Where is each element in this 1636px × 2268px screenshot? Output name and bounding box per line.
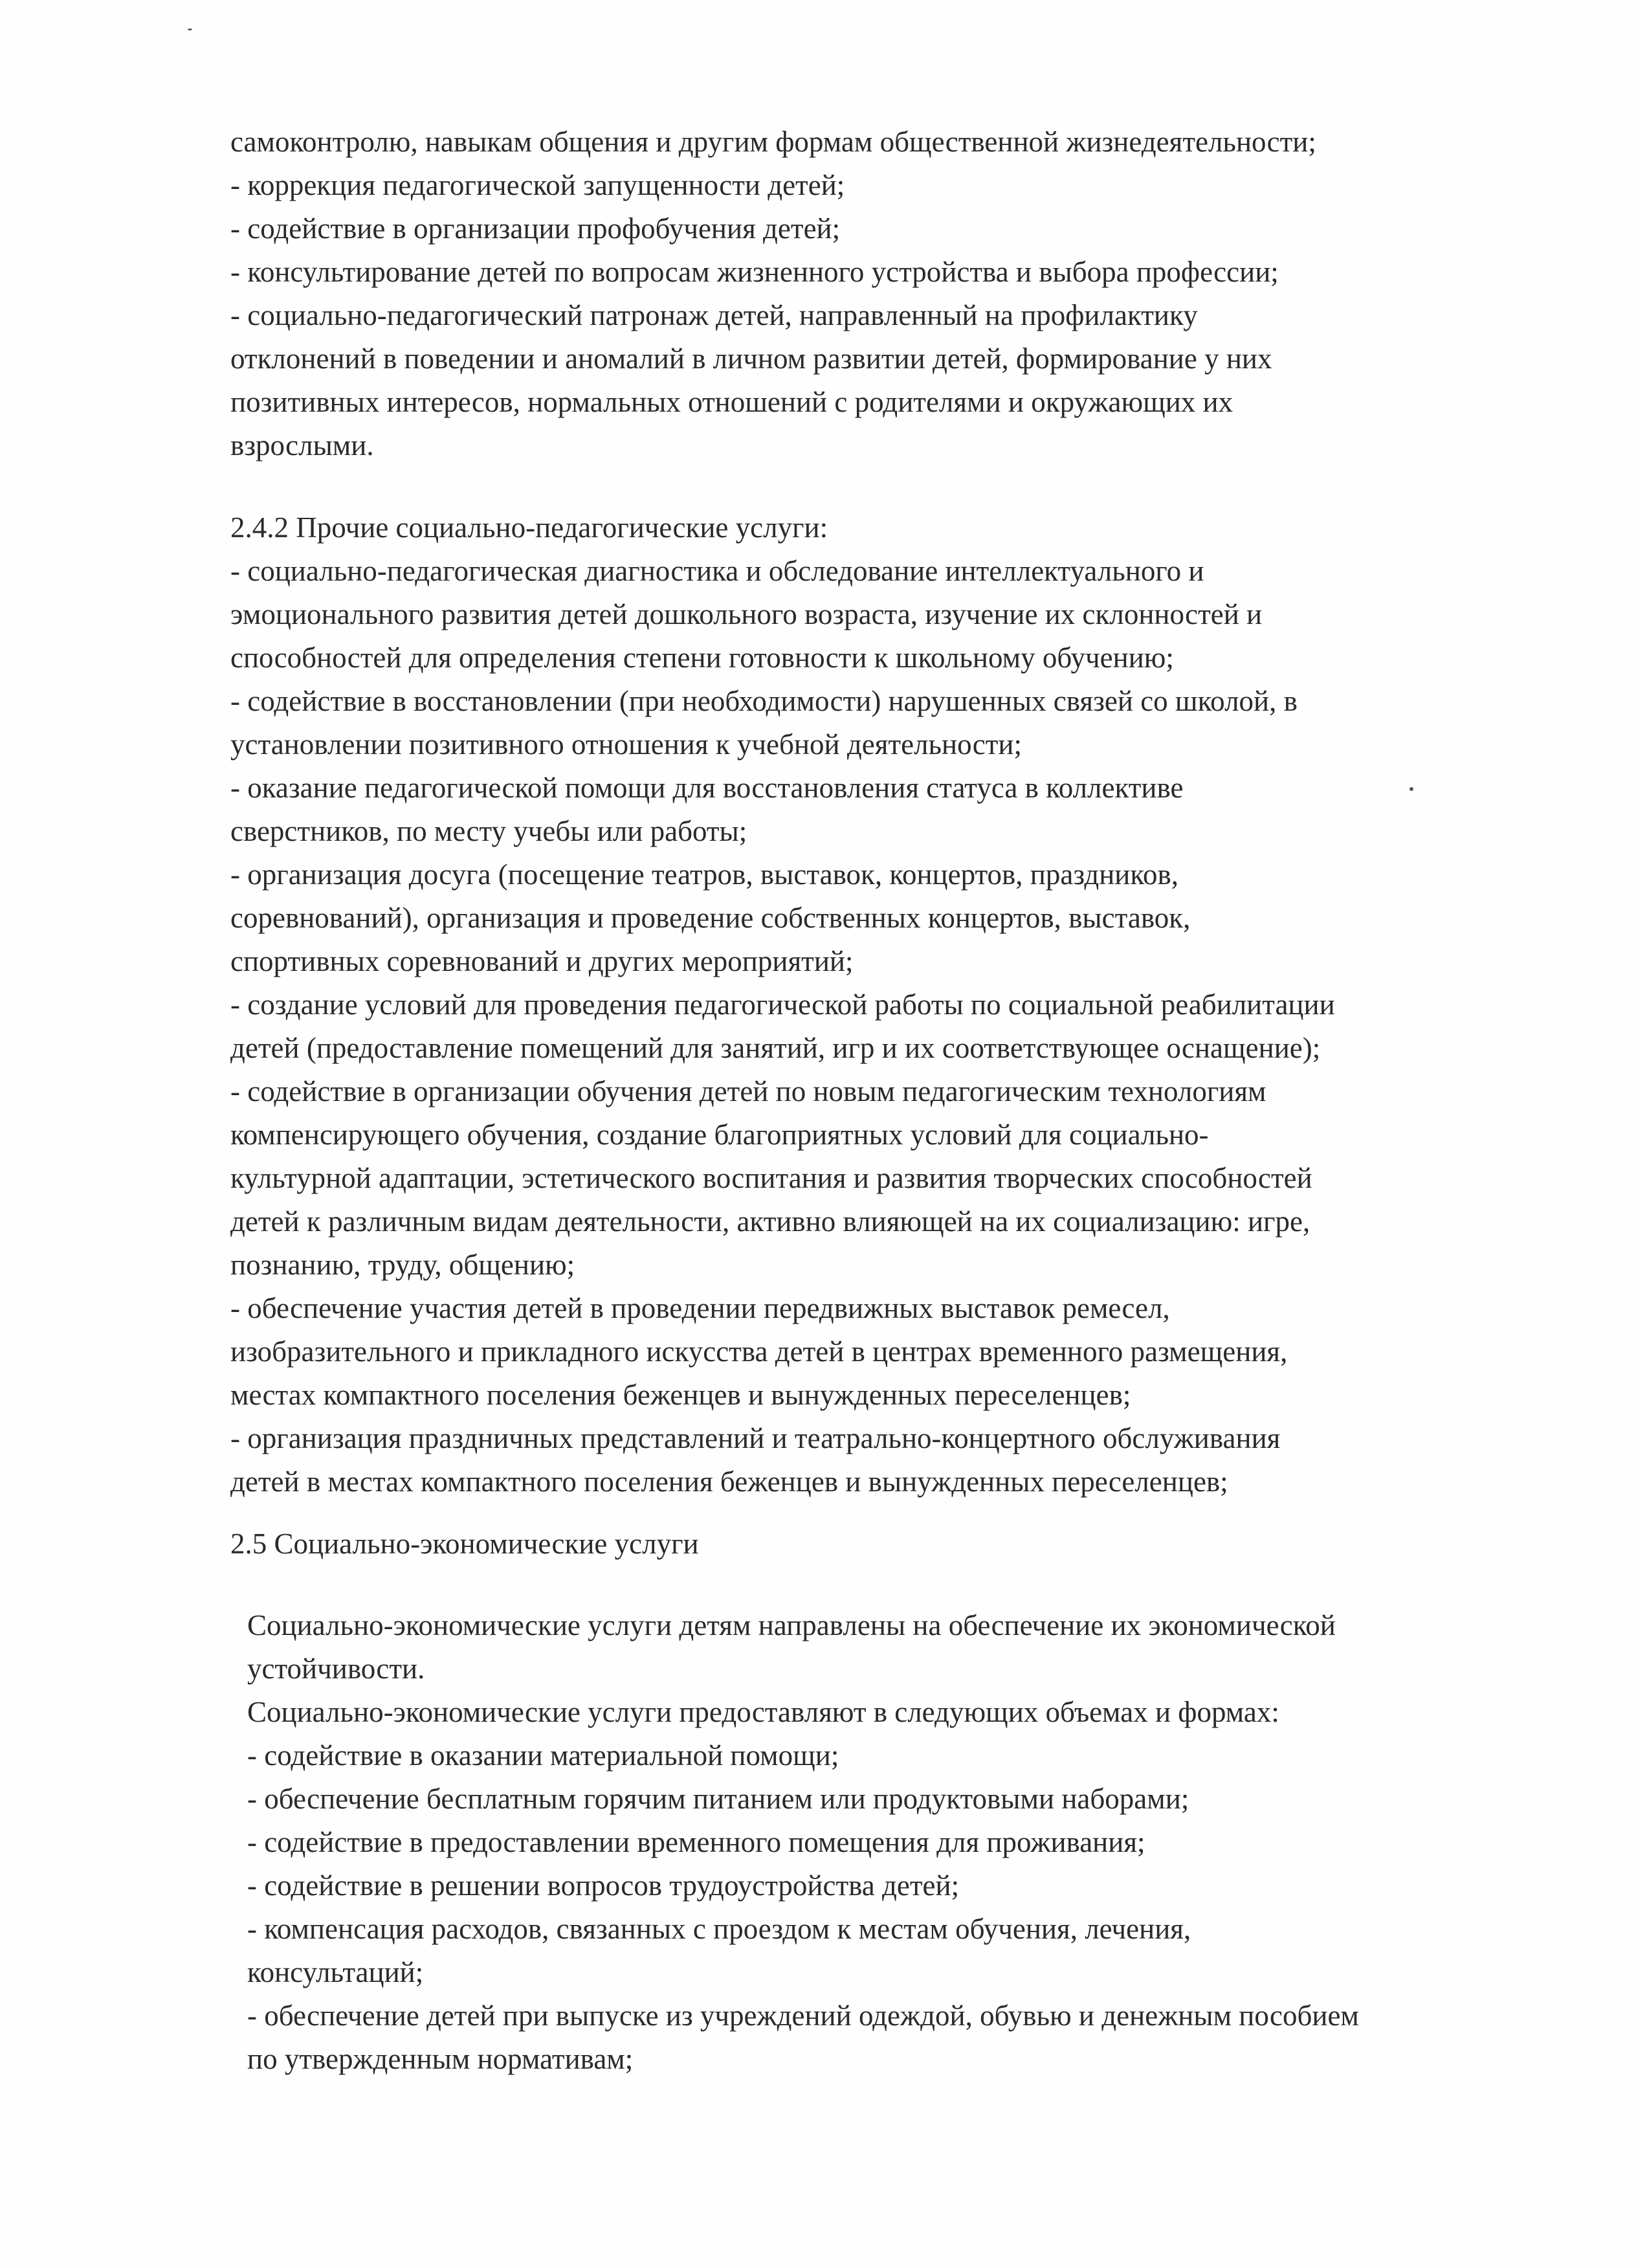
text-line: по утвержденным нормативам;: [247, 2043, 634, 2075]
text-line: местах компактного поселения беженцев и вынужденных переселенцев;: [230, 1379, 1131, 1411]
text-line: - обеспечение детей при выпуске из учреждений одеждой, обувью и денежным пособием: [247, 1999, 1359, 2032]
intro-list: [230, 120, 1538, 467]
text-line: спортивных соревнований и других мероприятий;: [230, 945, 854, 977]
section-2-4-2: [230, 506, 1538, 1504]
text-line: сверстников, по месту учебы или работы;: [230, 815, 747, 847]
text-line: детей в местах компактного поселения беженцев и вынужденных переселенцев;: [230, 1465, 1228, 1498]
text-line: отклонений в поведении и аномалий в личном развитии детей, формирование у них: [230, 342, 1272, 375]
text-line: - оказание педагогической помощи для восстановления статуса в коллективе: [230, 772, 1184, 804]
text-line: - содействие в предоставлении временного помещения для проживания;: [247, 1826, 1145, 1858]
section-2-5-body: [247, 1604, 1554, 2081]
text-line: культурной адаптации, эстетического воспитания и развития творческих способностей: [230, 1162, 1312, 1194]
text-line: - социально-педагогический патронаж детей, направленный на профилактику: [230, 299, 1198, 331]
text-line: - консультирование детей по вопросам жизненного устройства и выбора профессии;: [230, 256, 1279, 288]
section-2-5-heading-block: [230, 1522, 1538, 1566]
text-line: взрослыми.: [230, 429, 374, 461]
text-line: компенсирующего обучения, создание благоприятных условий для социально-: [230, 1118, 1209, 1151]
text-line: изобразительного и прикладного искусства детей в центрах временного размещения,: [230, 1335, 1288, 1368]
text-line: эмоционального развития детей дошкольного возраста, изучение их склонностей и: [230, 598, 1263, 630]
section-heading: 2.4.2 Прочие социально-педагогические услуги:: [230, 511, 828, 544]
text-line: познанию, труду, общению;: [230, 1249, 575, 1281]
text-line: - компенсация расходов, связанных с проездом к местам обучения, лечения,: [247, 1913, 1191, 1945]
text-line: - организация досуга (посещение театров, выставок, концертов, праздников,: [230, 858, 1178, 891]
text-line: позитивных интересов, нормальных отношений с родителями и окружающих их: [230, 386, 1233, 418]
text-line: - социально-педагогическая диагностика и обследование интеллектуального и: [230, 555, 1204, 587]
text-line: детей (предоставление помещений для занятий, игр и их соответствующее оснащение);: [230, 1032, 1321, 1064]
text-line: - содействие в решении вопросов трудоустройства детей;: [247, 1869, 960, 1902]
text-line: самоконтролю, навыкам общения и другим формам общественной жизнедеятельности;: [230, 126, 1316, 158]
text-line: - обеспечение участия детей в проведении передвижных выставок ремесел,: [230, 1292, 1170, 1324]
text-line: - коррекция педагогической запущенности детей;: [230, 169, 845, 201]
text-line: Социально-экономические услуги детям направлены на обеспечение их экономической: [247, 1609, 1336, 1641]
text-line: консультаций;: [247, 1956, 424, 1988]
text-line: - создание условий для проведения педагогической работы по социальной реабилитации: [230, 988, 1335, 1021]
text-line: - организация праздничных представлений и театрально-концертного обслуживания: [230, 1422, 1281, 1454]
section-heading: 2.5 Социально-экономические услуги: [230, 1528, 699, 1560]
scan-speck: [188, 28, 192, 30]
text-line: - содействие в оказании материальной помощи;: [247, 1739, 839, 1772]
text-line: соревнований), организация и проведение собственных концертов, выставок,: [230, 902, 1191, 934]
text-line: детей к различным видам деятельности, активно влияющей на их социализацию: игре,: [230, 1205, 1310, 1238]
text-line: способностей для определения степени готовности к школьному обучению;: [230, 641, 1174, 674]
text-line: Социально-экономические услуги предоставляют в следующих объемах и формах:: [247, 1696, 1279, 1728]
text-line: - обеспечение бесплатным горячим питанием или продуктовыми наборами;: [247, 1783, 1189, 1815]
text-line: установлении позитивного отношения к учебной деятельности;: [230, 728, 1022, 761]
text-line: - содействие в восстановлении (при необходимости) нарушенных связей со школой, в: [230, 685, 1298, 717]
text-line: - содействие в организации обучения детей по новым педагогическим технологиям: [230, 1075, 1266, 1107]
text-line: - содействие в организации профобучения детей;: [230, 212, 841, 245]
text-line: устойчивости.: [247, 1652, 425, 1685]
